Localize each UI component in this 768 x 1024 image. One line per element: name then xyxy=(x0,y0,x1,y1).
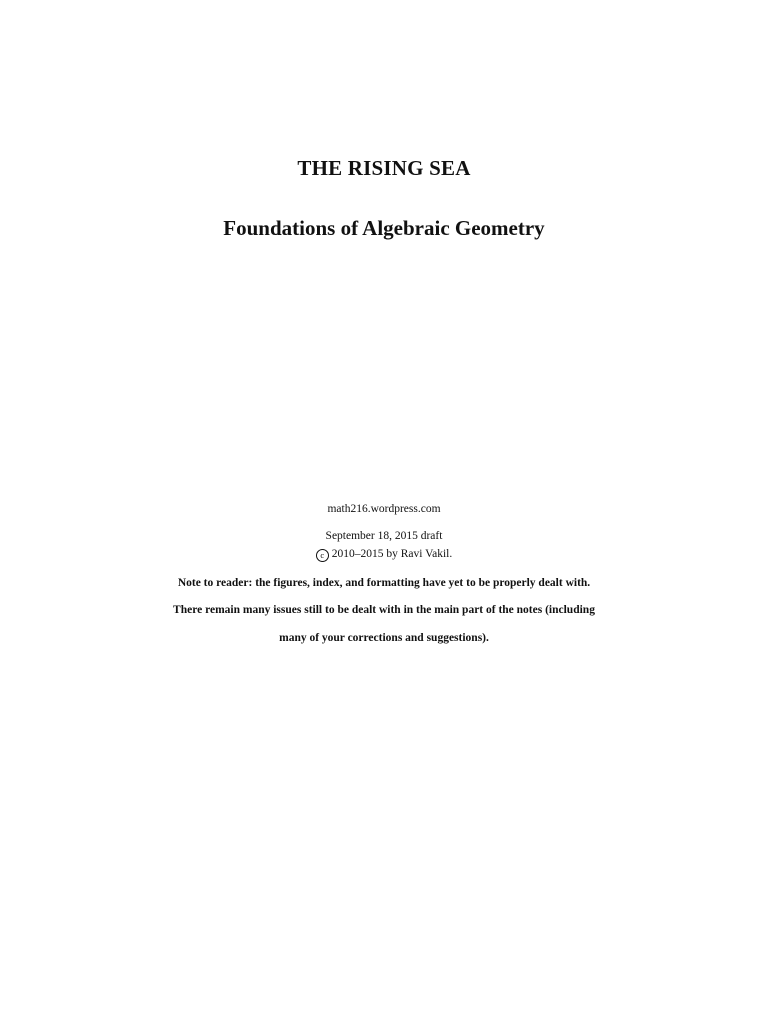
website-url: math216.wordpress.com xyxy=(327,503,441,515)
copyright-icon: c xyxy=(316,549,329,562)
copyright-line xyxy=(0,548,768,562)
note-line-1: Note to reader: the figures, index, and formatting have yet to be properly dealt with. xyxy=(177,577,591,589)
copyright-text: 2010–2015 by Ravi Vakil. xyxy=(331,548,453,560)
draft-date: September 18, 2015 draft xyxy=(325,530,443,542)
book-subtitle: Foundations of Algebraic Geometry xyxy=(223,216,545,240)
note-line-3: many of your corrections and suggestions). xyxy=(279,632,489,644)
book-title: THE RISING SEA xyxy=(297,156,471,180)
note-line-2: There remain many issues still to be dealt with in the main part of the notes (including xyxy=(173,604,595,616)
